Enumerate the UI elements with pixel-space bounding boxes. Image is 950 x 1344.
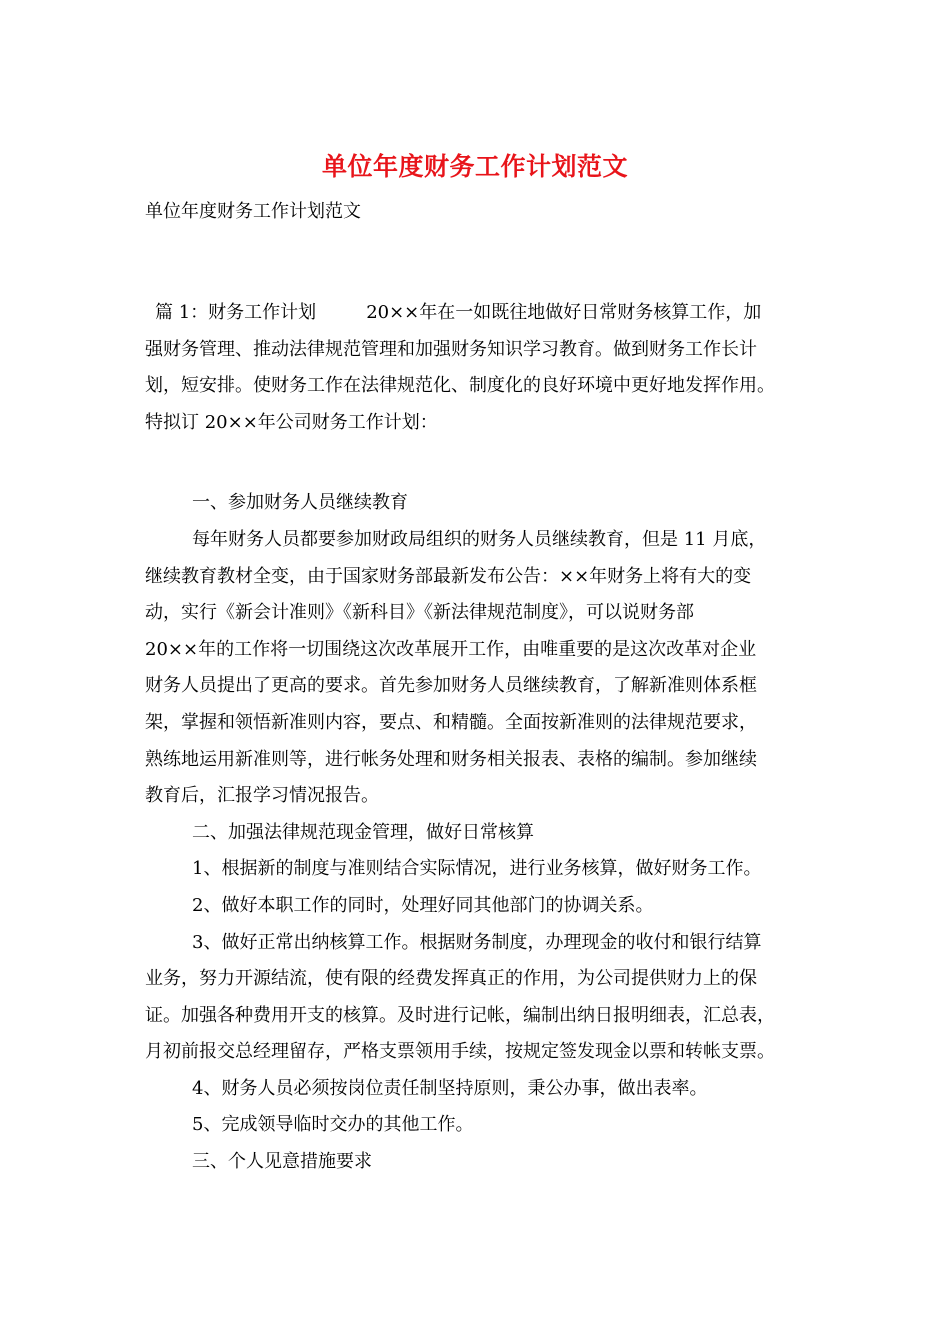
intro-label: 篇 1：财务工作计划 bbox=[155, 302, 317, 323]
document-title: 单位年度财务工作计划范文 bbox=[321, 152, 628, 181]
list-item-continuation: 业务，努力开源结流，使有限的经费发挥真正的作用，为公司提供财力上的保 bbox=[145, 968, 757, 990]
paragraph-line: 熟练地运用新准则等，进行帐务处理和财务相关报表、表格的编制。参加继续 bbox=[145, 748, 757, 770]
list-item: 3、做好正常出纳核算工作。根据财务制度，办理现金的收付和银行结算 bbox=[192, 931, 762, 953]
paragraph-line: 教育后，汇报学习情况报告。 bbox=[145, 785, 379, 807]
section-heading: 二、加强法律规范现金管理，做好日常核算 bbox=[192, 821, 534, 843]
paragraph-gap bbox=[145, 445, 810, 489]
intro-text: 20××年在一如既往地做好日常财务核算工作，加 bbox=[366, 302, 762, 323]
list-item: 4、财务人员必须按岗位责任制坚持原则，秉公办事，做出表率。 bbox=[192, 1077, 708, 1099]
section-heading: 一、参加财务人员继续教育 bbox=[192, 492, 408, 514]
list-item-continuation: 证。加强各种费用开支的核算。及时进行记帐，编制出纳日报明细表，汇总表， bbox=[145, 1004, 775, 1026]
list-item: 5、完成领导临时交办的其他工作。 bbox=[192, 1114, 474, 1136]
section-heading: 三、个人见意措施要求 bbox=[192, 1151, 372, 1173]
intro-line bbox=[145, 299, 810, 336]
paragraph-line: 动，实行《新会计准则》《新科目》《新法律规范制度》，可以说财务部 bbox=[145, 602, 694, 624]
intro-line: 划，短安排。使财务工作在法律规范化、制度化的良好环境中更好地发挥作用。 bbox=[145, 375, 775, 397]
document-subtitle: 单位年度财务工作计划范文 bbox=[145, 201, 361, 222]
list-item: 1、根据新的制度与准则结合实际情况，进行业务核算，做好财务工作。 bbox=[192, 858, 762, 880]
list-item: 2、做好本职工作的同时，处理好同其他部门的协调关系。 bbox=[192, 894, 654, 916]
paragraph-line: 继续教育教材全变，由于国家财务部最新发布公告：××年财务上将有大的变 bbox=[145, 565, 752, 587]
list-item-continuation: 月初前报交总经理留存，严格支票领用手续，按规定签发现金以票和转帐支票。 bbox=[145, 1041, 775, 1063]
intro-line: 强财务管理、推动法律规范管理和加强财务知识学习教育。做到财务工作长计 bbox=[145, 338, 757, 360]
paragraph-line: 每年财务人员都要参加财政局组织的财务人员继续教育，但是 11 月底， bbox=[192, 528, 767, 550]
paragraph-line: 架，掌握和领悟新准则内容，要点、和精髓。全面按新准则的法律规范要求， bbox=[145, 711, 757, 733]
paragraph-line: 20××年的工作将一切围绕这次改革展开工作，由唯重要的是这次改革对企业 bbox=[145, 638, 757, 660]
intro-line: 特拟订 20××年公司财务工作计划： bbox=[145, 411, 438, 433]
paragraph-line: 财务人员提出了更高的要求。首先参加财务人员继续教育，了解新准则体系框 bbox=[145, 675, 757, 697]
document-body bbox=[145, 299, 810, 1185]
